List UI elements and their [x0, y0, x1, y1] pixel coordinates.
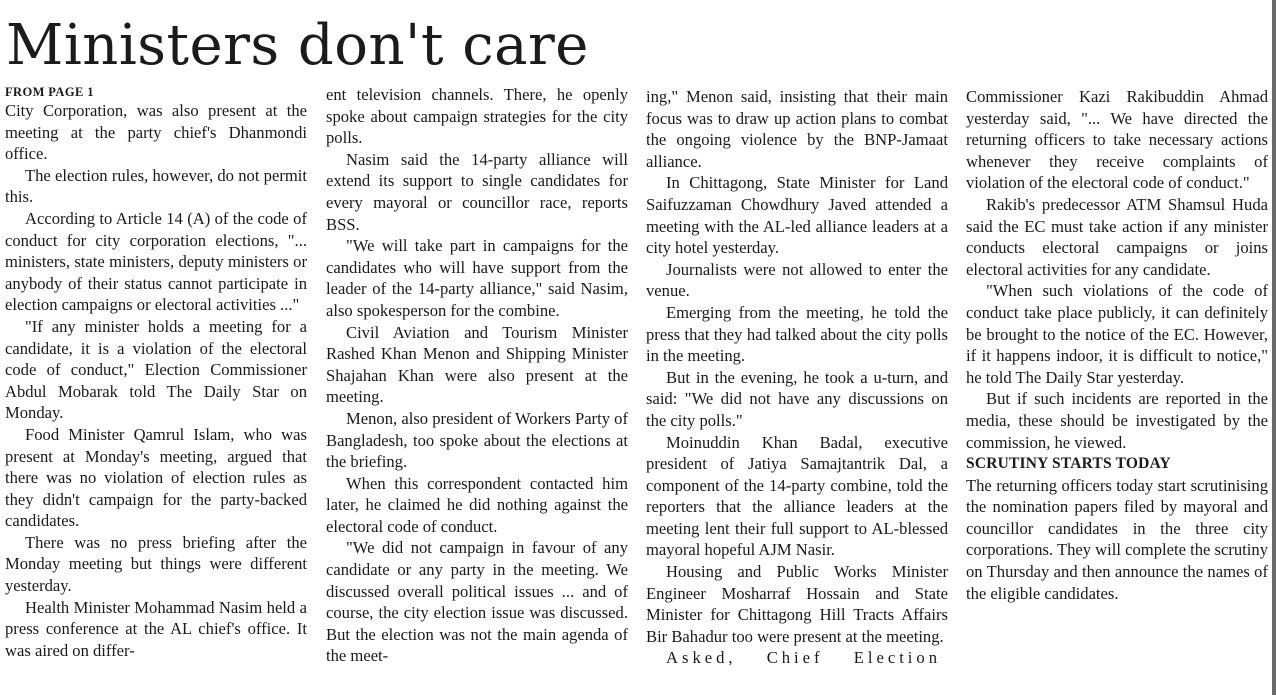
column-4: [966, 86, 1268, 697]
page-edge-rule: [1272, 0, 1276, 695]
paragraph: Housing and Public Works Minister Engineer Mosharraf Hossain and State Minister for Chittagong Hill Tracts Affairs Bir Bahadur too were present at the meeting.: [646, 562, 948, 646]
paragraph: City Corporation, was also present at the meeting at the party chief's Dhanmondi office.: [5, 101, 307, 164]
headline: Ministers don't care: [6, 13, 589, 78]
paragraph: Moinuddin Khan Badal, executive president of Jatiya Samajtantrik Dal, a component of the 14-party combine, told the reporters that the alliance leaders at the meeting lent their full support to AL-blessed mayoral hopeful AJM Nasir.: [646, 432, 948, 560]
paragraph: ing," Menon said, insisting that their main focus was to draw up action plans to combat the ongoing violence by the BNP-Jamaat alliance.: [646, 87, 948, 171]
paragraph: But in the evening, he took a u-turn, and said: "We did not have any discussions on the city polls.": [646, 367, 948, 430]
paragraph: Civil Aviation and Tourism Minister Rashed Khan Menon and Shipping Minister Shajahan Khan were also present at the meeting.: [326, 322, 628, 407]
paragraph: Health Minister Mohammad Nasim held a press conference at the AL chief's office. It was aired on differ-: [5, 597, 307, 660]
paragraph: Menon, also president of Workers Party of Bangladesh, too spoke about the elections at the briefing.: [326, 408, 628, 472]
paragraph: ent television channels. There, he openly spoke about campaign strategies for the city polls.: [326, 85, 628, 148]
paragraph: The election rules, however, do not permit this.: [5, 165, 307, 207]
paragraph: Journalists were not allowed to enter the venue.: [646, 259, 948, 301]
kicker: FROM PAGE 1: [5, 85, 94, 99]
paragraph: The returning officers today start scrutinising the nomination papers filed by mayoral and councillor candidates in the three city corporations. They will complete the scrutiny on Thursday and then announce the names of the eligible candidates.: [966, 475, 1268, 603]
column-3: [646, 86, 948, 697]
paragraph: "We did not campaign in favour of any candidate or any party in the meeting. We discussed overall political issues ... and of course, the city election issue was discussed. But the election was not the main agenda of the meet-: [326, 538, 628, 666]
paragraph: Food Minister Qamrul Islam, who was present at Monday's meeting, argued that there was no violation of election rules as they didn't campaign for the party-backed candidates.: [5, 424, 307, 531]
paragraph: Nasim said the 14-party alliance will extend its support to single candidates for every mayoral or councillor race, reports BSS.: [326, 149, 628, 234]
paragraph: "When such violations of the code of conduct take place publicly, it can definitely be brought to the notice of the EC. However, if it happens indoor, it is difficult to notice," he told The Daily Star yesterday.: [966, 281, 1268, 387]
paragraph: When this correspondent contacted him later, he claimed he did nothing against the electoral code of conduct.: [326, 473, 628, 536]
paragraph: According to Article 14 (A) of the code of conduct for city corporation elections, "... ministers, state ministers, deputy ministers or anybody of their status cannot participate in election campaigns or electoral activities ...": [5, 208, 307, 315]
paragraph: Asked, Chief Election: [666, 648, 942, 668]
subhead: SCRUTINY STARTS TODAY: [966, 455, 1171, 473]
paragraph: But if such incidents are reported in the media, these should be investigated by the commission, he viewed.: [966, 389, 1268, 452]
paragraph: "We will take part in campaigns for the candidates who will have support from the leader of the 14-party alliance," said Nasim, also spokesperson for the combine.: [326, 236, 628, 320]
paragraph: In Chittagong, State Minister for Land Saifuzzaman Chowdhury Javed attended a meeting with the AL-led alliance leaders at a city hotel yesterday.: [646, 173, 948, 258]
paragraph: "If any minister holds a meeting for a candidate, it is a violation of the electoral code of conduct," Election Commissioner Abdul Mobarak told The Daily Star on Monday.: [5, 316, 307, 423]
column-2: [326, 84, 628, 695]
column-1: [5, 84, 307, 695]
paragraph: There was no press briefing after the Monday meeting but things were different yesterday.: [5, 532, 307, 596]
paragraph: Rakib's predecessor ATM Shamsul Huda said the EC must take action if any minister conducts electoral campaigns or joins electoral activities for any candidate.: [966, 194, 1268, 279]
paragraph: Emerging from the meeting, he told the press that they had talked about the city polls in the meeting.: [646, 302, 948, 366]
paragraph: Commissioner Kazi Rakibuddin Ahmad yesterday said, "... We have directed the returning officers to take necessary actions whenever they receive complaints of violation of the electoral code of conduct.": [966, 87, 1268, 193]
